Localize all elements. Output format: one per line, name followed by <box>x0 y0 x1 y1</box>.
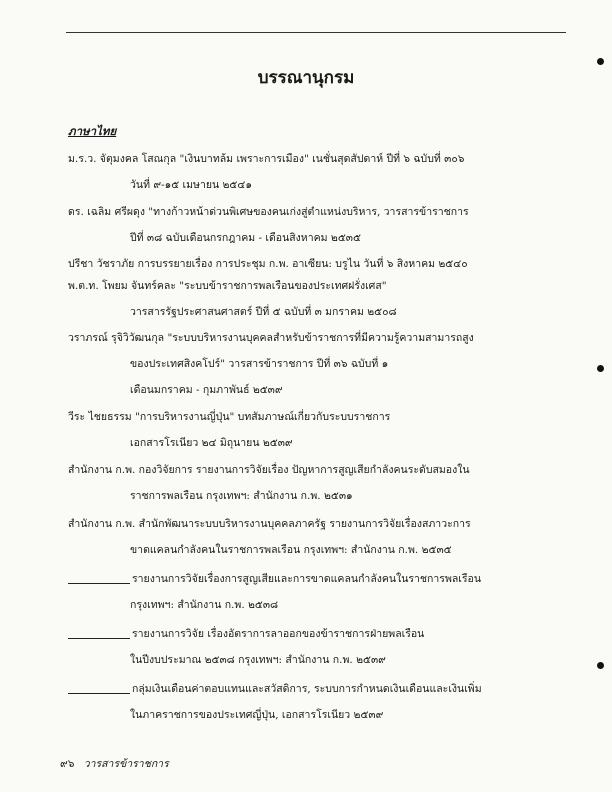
ditto-dash <box>68 583 130 584</box>
entry-4-line-1: พ.ต.ท. โพยม จันทร์คละ "ระบบข้าราชการพลเรือนของประเทศฝรั่งเศส" <box>68 280 387 292</box>
entry-2-line-2: ปีที่ ๓๘ ฉบับเดือนกรกฎาคม - เดือนสิงหาคม ๒๕๓๕ <box>130 232 361 244</box>
entry-9-line-1: รายงานการวิจัยเรื่องการสูญเสียและการขาดแคลนกำลังคนในราชการพลเรือน <box>132 573 482 585</box>
entry-3-line-1: ปรีชา วัชราภัย การบรรยายเรื่อง การประชุม ก.พ. อาเซียน: บรูไน วันที่ ๖ สิงหาคม ๒๕๔๐ <box>68 258 468 270</box>
entry-1-line-1: ม.ร.ว. จัตุมงคล โสณกุล "เงินบาทล้ม เพราะการเมือง" เนชั่นสุดสัปดาห์ ปีที่ ๖ ฉบับที่ ๓๐๖ <box>68 153 465 165</box>
entry-8-line-2: ขาดแคลนกำลังคนในราชการพลเรือน กรุงเทพฯ: สำนักงาน ก.พ. ๒๕๓๕ <box>130 544 452 556</box>
entry-11-line-1: กลุ่มเงินเดือนค่าตอบแทนและสวัสดิการ, ระบบการกำหนดเงินเดือนและเงินเพิ่ม <box>132 683 482 695</box>
section-heading: ภาษาไทย <box>68 124 117 138</box>
entry-5-line-1: วราภรณ์ รุจิวิวัฒนกุล "ระบบบริหารงานบุคคลสำหรับข้าราชการที่มีความรู้ความสามารถสูง <box>68 332 474 344</box>
page-footer <box>60 755 169 772</box>
ditto-dash <box>68 693 130 694</box>
entry-4-line-2: วารสารรัฐประศาสนศาสตร์ ปีที่ ๕ ฉบับที่ ๓ มกราคม ๒๕๐๘ <box>130 306 397 318</box>
entry-10-line-2: ในปีงบประมาณ ๒๕๓๘ กรุงเทพฯ: สำนักงาน ก.พ. ๒๕๓๙ <box>130 654 386 666</box>
entry-5-line-2: ของประเทศสิงคโปร์" วารสารข้าราชการ ปีที่ ๓๖ ฉบับที่ ๑ <box>130 358 389 370</box>
entry-2-line-1: ดร. เฉลิม ศรีผดุง "ทางก้าวหน้าด่วนพิเศษของคนเก่งสู่ตำแหน่งบริหาร, วารสารข้าราชการ <box>68 206 469 218</box>
entry-7-line-2: ราชการพลเรือน กรุงเทพฯ: สำนักงาน ก.พ. ๒๕๓๑ <box>130 490 353 502</box>
entry-8-line-1: สำนักงาน ก.พ. สำนักพัฒนาระบบบริหารงานบุคคลภาครัฐ รายงานการวิจัยเรื่องสภาวะการ <box>68 518 471 530</box>
page-title: บรรณานุกรม <box>257 68 355 88</box>
punch-hole-bottom <box>597 662 604 669</box>
punch-hole-middle <box>597 365 604 372</box>
ditto-dash <box>68 638 130 639</box>
entry-5-line-3: เดือนมกราคม - กุมภาพันธ์ ๒๕๓๙ <box>130 384 283 396</box>
entry-1-line-2: วันที่ ๙-๑๕ เมษายน ๒๕๔๑ <box>130 179 252 191</box>
entry-10-line-1: รายงานการวิจัย เรื่องอัตราการลาออกของข้าราชการฝ่ายพลเรือน <box>132 628 425 640</box>
entry-6-line-2: เอกสารโรเนียว ๒๔ มิถุนายน ๒๕๓๙ <box>130 437 293 449</box>
entry-6-line-1: วีระ ไชยธรรม "การบริหารงานญี่ปุ่น" บทสัมภาษณ์เกี่ยวกับระบบราชการ <box>68 411 391 423</box>
entry-9-line-2: กรุงเทพฯ: สำนักงาน ก.พ. ๒๕๓๘ <box>130 599 279 611</box>
page-number: ๙๖ <box>60 758 75 770</box>
journal-name: วารสารข้าราชการ <box>83 758 169 770</box>
entry-11-line-2: ในภาคราชการของประเทศญี่ปุ่น, เอกสารโรเนียว ๒๕๓๙ <box>130 709 384 721</box>
top-rule <box>66 32 566 33</box>
entry-7-line-1: สำนักงาน ก.พ. กองวิจัยการ รายงานการวิจัยเรื่อง ปัญหาการสูญเสียกำลังคนระดับสมองใน <box>68 464 470 476</box>
